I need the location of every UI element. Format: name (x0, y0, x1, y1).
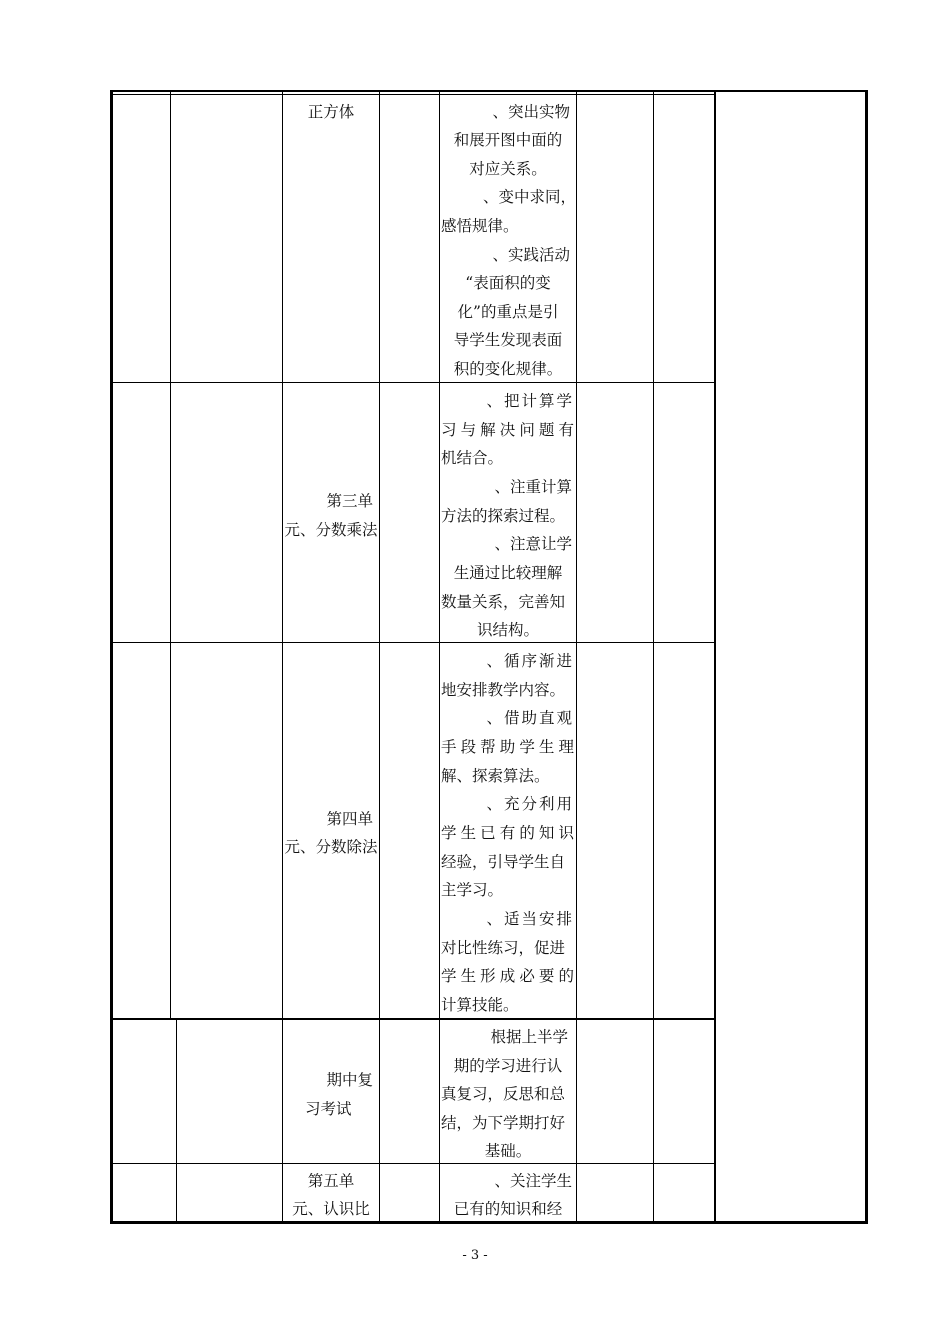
note-line: 、循序渐进 (486, 652, 574, 670)
note-line: 学生形成必要的 (441, 967, 574, 985)
note-line: 主学习。 (441, 881, 504, 899)
note-line: 基础。 (484, 1142, 532, 1160)
note-line: 结，为下学期打好 (441, 1114, 566, 1132)
unit-title-line: 第四单 (326, 810, 373, 828)
note-line: 、实践活动 (492, 246, 570, 264)
unit-title-line: 元、分数乘法 (284, 521, 378, 539)
note-line: 真复习，反思和总 (441, 1085, 566, 1103)
note-line: 导学生发现表面 (453, 331, 563, 349)
note-line: 积的变化规律。 (453, 360, 563, 378)
note-line: 学生已有的知识 (441, 824, 574, 842)
note-line: 期的学习进行认 (453, 1057, 563, 1075)
row-line-4 (110, 1163, 716, 1164)
unit-title-line: 第三单 (326, 492, 373, 510)
note-line: 方法的探索过程。 (441, 507, 566, 525)
note-line: 、借助直观 (486, 709, 574, 727)
note-line: 数量关系，完善知 (441, 593, 566, 611)
col-line-1b (176, 1018, 177, 1222)
note-line: 手段帮助学生理 (441, 738, 574, 756)
col-line-6 (653, 92, 654, 1222)
row-line-2 (110, 642, 716, 643)
note-line: 感悟规律。 (441, 217, 519, 235)
note-line: 、充分利用 (486, 795, 574, 813)
col-line-7 (714, 92, 716, 1222)
col-line-5 (576, 92, 577, 1222)
note-line: 机结合。 (441, 449, 504, 467)
row-line-3 (110, 1018, 716, 1020)
note-line: “表面积的变 (465, 274, 551, 292)
note-line: 解、探索算法。 (441, 767, 550, 785)
note-line: 、把计算学 (486, 392, 574, 410)
table-border-top (110, 90, 868, 92)
col-line-2 (282, 92, 283, 1222)
unit-title-line: 习考试 (305, 1100, 352, 1118)
note-line: 和展开图中面的 (453, 131, 563, 149)
inner-border-top (110, 94, 716, 95)
col-line-3 (379, 92, 380, 1222)
row-line-1 (110, 382, 716, 383)
note-line: 经验，引导学生自 (441, 853, 566, 871)
note-line: 对比性练习，促进 (441, 939, 566, 957)
note-line: 地安排教学内容。 (441, 681, 566, 699)
note-line: 化”的重点是引 (457, 303, 559, 321)
note-line: 、关注学生 (494, 1172, 572, 1190)
page-number: - 3 - (462, 1248, 488, 1263)
unit-title-line: 期中复 (326, 1071, 373, 1089)
unit-title-line: 元、认识比 (292, 1200, 370, 1218)
note-line: 计算技能。 (441, 996, 519, 1014)
col-line-1a (170, 92, 171, 1018)
note-line: 、变中求同， (482, 188, 576, 206)
note-line: 对应关系。 (469, 160, 547, 178)
note-line: 、突出实物 (492, 103, 570, 121)
note-line: 、适当安排 (486, 910, 574, 928)
note-line: 、注重计算 (494, 478, 572, 496)
table-border-left (110, 90, 113, 1224)
table-border-right (865, 90, 868, 1224)
unit-title-line: 元、分数除法 (284, 838, 378, 856)
unit-title: 正方体 (307, 103, 355, 121)
note-line: 生通过比较理解 (453, 564, 563, 582)
unit-title-line: 第五单 (307, 1172, 355, 1190)
note-line: 识结构。 (476, 621, 539, 639)
note-line: 习与解决问题有 (441, 421, 574, 439)
note-line: 根据上半学 (490, 1028, 568, 1046)
note-line: 、注意让学 (494, 535, 572, 553)
note-line: 已有的知识和经 (453, 1200, 563, 1218)
